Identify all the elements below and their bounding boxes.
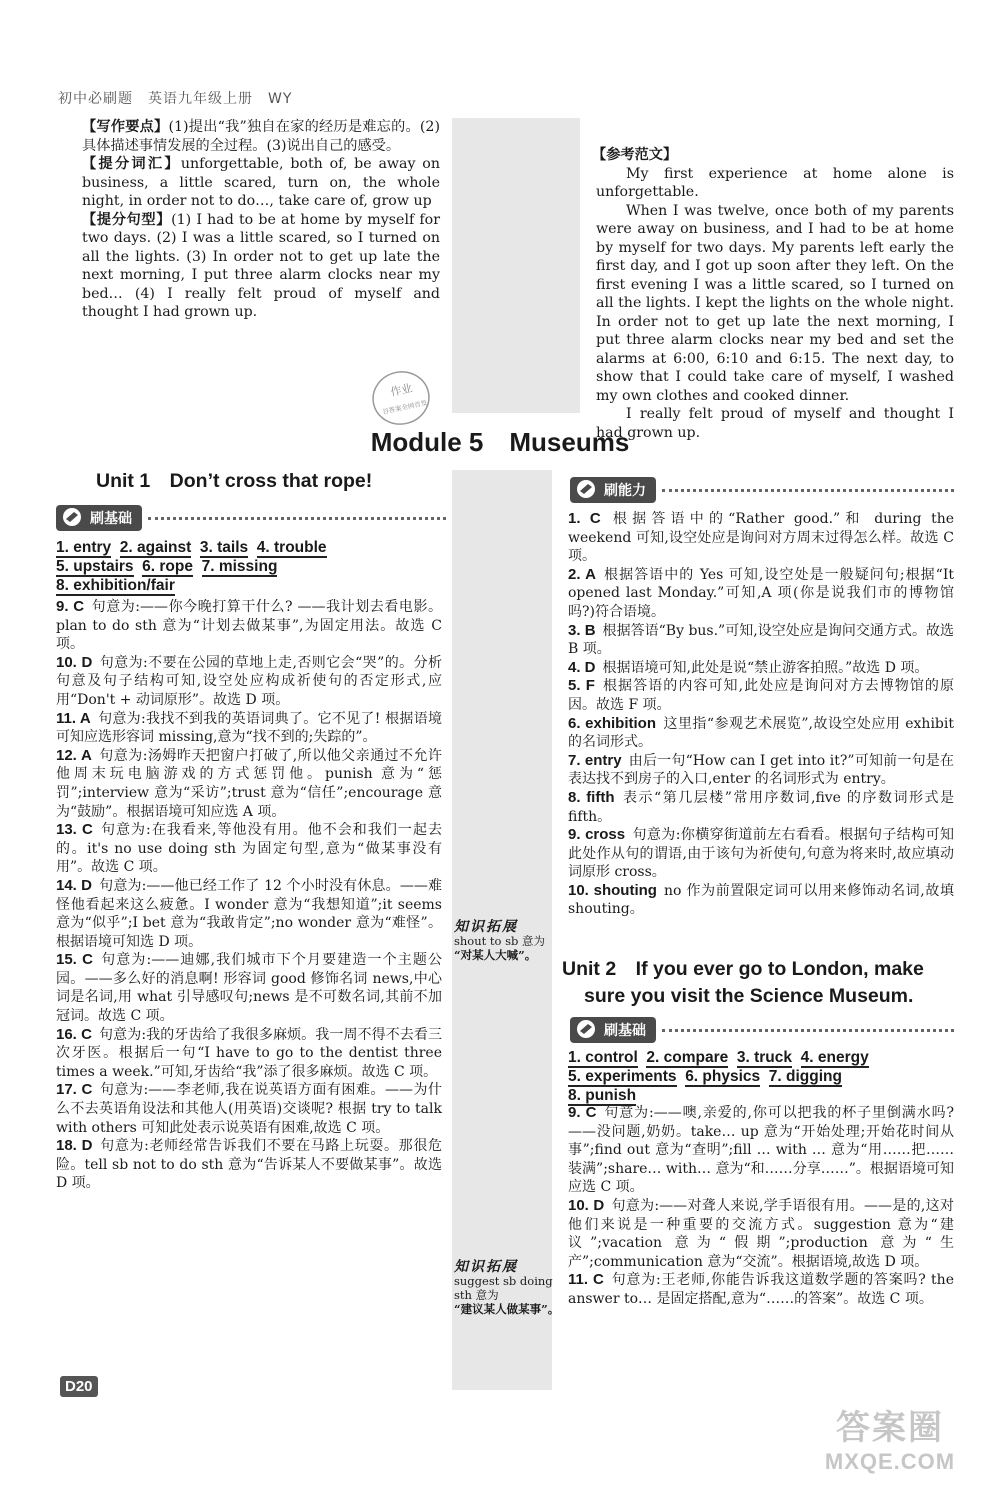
answer-item: 2. against	[119, 539, 192, 556]
answer-row-1	[56, 538, 446, 557]
answer-item: 7. digging	[768, 1068, 842, 1085]
question-explanation: 句意为:老师经常告诉我们不要在马路上玩耍。那很危险。tell sb not to do sth 意为“告诉某人不要做某事”。故选 D 项。	[56, 1138, 442, 1192]
question-number: 5. F	[568, 677, 595, 695]
stamp-logo	[366, 360, 436, 430]
watermark-site: MXQE.COM	[824, 1449, 956, 1474]
unit2-basic-section-header	[570, 1016, 954, 1044]
page-header: 初中必刷题 英语九年级上册 WY	[58, 91, 293, 107]
ability-badge-label: 刷能力	[604, 483, 646, 499]
question-explanation: 句意为:——噢,亲爱的,你可以把我的杯子里倒满水吗? ——没问题,奶奶。take… up 意为“开始处理;开始花时间从事”;find out 意为“查明”;fill … with … 意为“用……把……装满”;share… with… 意为“和……分享……”。根据语境可知应选 C 项。	[568, 1105, 954, 1196]
question-explanation: 根据语境可知,此处是说“禁止游客拍照。”故选 D 项。	[602, 659, 929, 676]
question-number: 2. A	[568, 565, 596, 583]
question-item	[568, 510, 954, 566]
question-number: 1. C	[568, 510, 601, 527]
question-explanation: 句意为:——对聋人来说,学手语很有用。——是的,这对他们来说是一种重要的交流方式。suggestion 意为“建议”;vacation 意为“假期”;production 意为“生产”;communication 意为“交流”。根据语境,故选 D 项。	[568, 1197, 954, 1270]
question-item	[568, 826, 954, 882]
question-explanation: 句意为:王老师,你能告诉我这道数学题的答案吗? the answer to… 是固定搭配,意为“……的答案”。故选 C 项。	[568, 1272, 954, 1307]
dotted-divider	[662, 489, 954, 492]
writing-points-label: 【写作要点】	[82, 119, 169, 135]
unit2-basic-badge-label: 刷基础	[604, 1023, 646, 1039]
watermark-logo: 答案圈	[836, 1408, 944, 1448]
unit2-title-line1: Unit 2 If you ever go to London, make	[562, 958, 924, 980]
question-explanation: 这里指“参观艺术展览”,故设空处应用 exhibit 的名词形式。	[568, 715, 954, 751]
question-item	[56, 1081, 442, 1137]
unit2-basic-answers	[568, 1048, 958, 1105]
unit2-title-line2: sure you visit the Science Museum.	[584, 985, 914, 1007]
answer-row-3	[568, 1086, 958, 1105]
question-number: 15. C	[56, 951, 93, 969]
question-number: 11. C	[568, 1271, 604, 1289]
note-meaning: “建议某人做某事”。	[454, 1302, 560, 1316]
question-explanation: 句意为:不要在公园的草地上走,否则它会“哭”的。分析句意及句子结构可知,设空处应构成祈使句的否定形式,应用“Don't + 动词原形”。故选 D 项。	[56, 654, 443, 708]
module-title: Module 5 Museums	[370, 427, 630, 457]
question-item	[568, 1197, 954, 1271]
stamp-line1: 作业	[389, 381, 414, 399]
sample-essay-label: 【参考范文】	[592, 147, 678, 163]
knowledge-note-1	[454, 920, 562, 962]
answer-row-2	[56, 557, 446, 576]
question-number: 10. D	[56, 653, 93, 671]
question-item	[568, 1271, 954, 1308]
answer-item: 2. compare	[646, 1049, 729, 1066]
question-item	[56, 821, 442, 877]
question-number: 12. A	[56, 746, 92, 764]
answer-item: 5. experiments	[568, 1068, 677, 1085]
answer-item: 3. truck	[736, 1049, 793, 1066]
question-item	[56, 654, 442, 710]
note-meaning: “对某人大喊”。	[454, 948, 537, 962]
question-number: 8. fifth	[568, 788, 615, 806]
unit2-items	[568, 1104, 954, 1309]
brush-icon	[574, 479, 598, 499]
vocab-text: unforgettable, both of, be away on business, a little scared, turn on, the whole night, in order not to do…, take care of, grow up	[82, 156, 440, 209]
question-item	[56, 598, 442, 654]
basic-badge	[56, 505, 142, 531]
writing-notes	[82, 118, 440, 322]
ability-section-header	[570, 476, 954, 504]
brush-icon	[574, 1019, 598, 1039]
dotted-divider	[662, 1029, 954, 1032]
essay-line-3: I really felt proud of myself and thought I had grown up.	[596, 406, 954, 441]
question-explanation: 句意为:我的牙齿给了我很多麻烦。我一周不得不去看三次牙医。根据后一句“I have to go to the dentist three times a week.”可知,牙齿给“我”添了很多麻烦。故选 C 项。	[56, 1026, 442, 1080]
question-item	[56, 1026, 442, 1082]
question-item	[568, 566, 954, 622]
question-item	[56, 877, 442, 951]
note-title: 知识拓展	[454, 919, 518, 935]
question-explanation: 句意为:你横穿街道前左右看看。根据句子结构可知此处作从句的谓语,由于该句为祈使句,句意为将来时,故应填动词原形 cross。	[568, 827, 954, 881]
basic-section-header	[56, 504, 446, 532]
ability-badge	[570, 477, 656, 503]
question-item	[56, 1137, 442, 1193]
question-number: 13. C	[56, 821, 93, 839]
question-number: 6. exhibition	[568, 714, 656, 732]
knowledge-note-2	[454, 1260, 562, 1316]
question-explanation: 句意为:汤姆昨天把窗户打破了,所以他父亲通过不允许他周末玩电脑游戏的方式惩罚他。punish 意为“惩罚”;interview 意为“采访”;trust 意为“信任”;encourage 意为“鼓励”。根据语境可知应选 A 项。	[56, 747, 442, 820]
brush-icon	[60, 507, 84, 527]
question-item	[568, 752, 954, 789]
answer-item: 3. tails	[199, 539, 249, 556]
answer-item: 1. control	[568, 1049, 638, 1066]
question-number: 18. D	[56, 1137, 93, 1155]
unit1-title: Unit 1 Don’t cross that rope!	[96, 470, 373, 492]
question-number: 14. D	[56, 876, 93, 894]
answer-item: 4. trouble	[256, 539, 327, 556]
sentence-text: (1) I had to be at home by myself for two days. (2) I was a little scared, so I turned on all the lights. (3) In order not to get up late the next morning, I put three alarm clocks near my bed… (4) I really felt proud of myself and thought I had grown up.	[82, 211, 440, 320]
answer-row-1	[568, 1048, 958, 1067]
answer-row-3	[56, 576, 446, 595]
question-number: 4. D	[568, 658, 596, 676]
gray-band-top	[452, 118, 580, 413]
writing-points-text: (1)提出“我”独自在家的经历是难忘的。(2)具体描述事情发展的全过程。(3)说出自己的感受。	[82, 119, 440, 154]
question-explanation: 根据答语中的“Rather good.”和 during the weekend 可知,设空处应是询问对方周末过得怎么样。故选 C 项。	[568, 511, 954, 565]
basic-badge-label: 刷基础	[90, 511, 132, 527]
question-item	[56, 710, 442, 747]
question-number: 7. entry	[568, 751, 622, 769]
question-number: 3. B	[568, 621, 596, 639]
dotted-divider	[148, 517, 446, 520]
sentence-label: 【提分句型】	[82, 211, 172, 228]
answer-item: 7. missing	[201, 558, 278, 575]
stamp-line2: 谷答案全网首发	[381, 398, 428, 417]
question-number: 9. cross	[568, 826, 626, 844]
question-explanation: 句意为:——你今晚打算干什么? ——我计划去看电影。plan to do sth 意为“计划去做某事”,为固定用法。故选 C 项。	[56, 599, 443, 653]
question-explanation: 根据答语中的 Yes 可知,设空处是一般疑问句;根据“It opened last Monday.”可知,A 项(你是说我们市的博物馆吗?)符合语境。	[568, 566, 954, 620]
question-item	[56, 747, 442, 821]
answer-row-2	[568, 1067, 958, 1086]
question-number: 10. D	[568, 1196, 605, 1214]
question-item	[568, 789, 954, 826]
question-number: 11. A	[56, 709, 91, 727]
question-explanation: 根据答语“By bus.”可知,设空处应是询问交通方式。故选 B 项。	[568, 622, 954, 658]
unit2-title	[562, 956, 982, 1010]
question-item	[568, 622, 954, 659]
sample-essay	[592, 146, 954, 442]
answer-item: 6. rope	[142, 558, 193, 575]
question-explanation: 句意为:——他已经工作了 12 个小时没有休息。——难怪他看起来这么疲惫。I wonder 意为“我想知道”;it seems 意为“似乎”;I bet 意为“我敢肯定”;no wonder 意为“难怪”。根据语境可知选 D 项。	[56, 877, 442, 950]
unit1-right-items	[568, 510, 954, 919]
question-item	[568, 1104, 954, 1197]
question-number: 10. shouting	[568, 881, 657, 899]
question-item	[568, 715, 954, 752]
question-explanation: 句意为:我找不到我的英语词典了。它不见了! 根据语境可知应选形容词 missing,意为“找不到的;失踪的”。	[56, 710, 442, 746]
question-number: 9. C	[56, 598, 85, 615]
vocab-label: 【提分词汇】	[82, 156, 181, 172]
note-phrase: suggest sb doing sth 意为	[454, 1274, 553, 1302]
question-explanation: 根据答语的内容可知,此处应是询问对方去博物馆的原因。故选 F 项。	[568, 678, 955, 713]
question-item	[568, 677, 954, 714]
watermark	[790, 1400, 990, 1475]
answer-item: 4. energy	[800, 1049, 869, 1066]
question-item	[568, 882, 954, 919]
question-explanation: 句意为:——李老师,我在说英语方面有困难。——为什么不去英语角设法和其他人(用英语)交谈呢? 根据 try to talk with others 可知此处表示说英语有困难,故选 C 项。	[56, 1082, 442, 1136]
question-explanation: 表示“第几层楼”常用序数词,five 的序数词形式是 fifth。	[568, 789, 955, 825]
question-item	[56, 951, 442, 1025]
question-explanation: 句意为:在我看来,等他没有用。他不会和我们一起去的。it's no use doing sth 为固定句型,意为“做某事没有用”。故选 C 项。	[56, 822, 443, 876]
page-number: D20	[60, 1376, 98, 1397]
answer-item: 8. exhibition/fair	[56, 577, 175, 594]
note-phrase: shout to sb 意为	[454, 934, 546, 948]
answer-item: 8. punish	[568, 1087, 637, 1104]
question-item	[568, 659, 954, 678]
question-number: 17. C	[56, 1081, 93, 1099]
unit1-left-items	[56, 598, 442, 1193]
question-explanation: no 作为前置限定词可以用来修饰动名词,故填 shouting。	[568, 882, 954, 918]
question-number: 9. C	[568, 1104, 597, 1121]
unit1-basic-answers	[56, 538, 446, 595]
question-explanation: 由后一句“How can I get into it?”可知前一句是在表达找不到房子的入口,enter 的名词形式为 entry。	[568, 752, 954, 788]
essay-line-2: When I was twelve, once both of my parents were away on business, and I had to be at home by myself for two days. My parents left early the first day, and I got up soon after they left. On the first evening I was a little scared, so I turned on all the lights. I kept the lights on the whole night. In order not to get up late the next morning, I put three alarm clocks near my bed and set the alarms at 6:00, 6:10 and 6:15. The next day, to show that I could take care of myself, I washed my own clothes and cooked dinner.	[596, 202, 954, 404]
answer-item: 5. upstairs	[56, 558, 134, 575]
question-number: 16. C	[56, 1025, 92, 1043]
answer-item: 6. physics	[685, 1068, 761, 1085]
question-explanation: 句意为:——迪娜,我们城市下个月要建造一个主题公园。——多么好的消息啊! 形容词 good 修饰名词 news,中心词是名词,用 what 引导感叹句;news 是不可数名词,其前不加冠词。故选 C 项。	[56, 952, 442, 1025]
essay-line-1: My first experience at home alone is unforgettable.	[596, 165, 954, 200]
unit2-basic-badge	[570, 1017, 656, 1043]
answer-item: 1. entry	[56, 539, 112, 556]
note-title: 知识拓展	[454, 1259, 518, 1275]
